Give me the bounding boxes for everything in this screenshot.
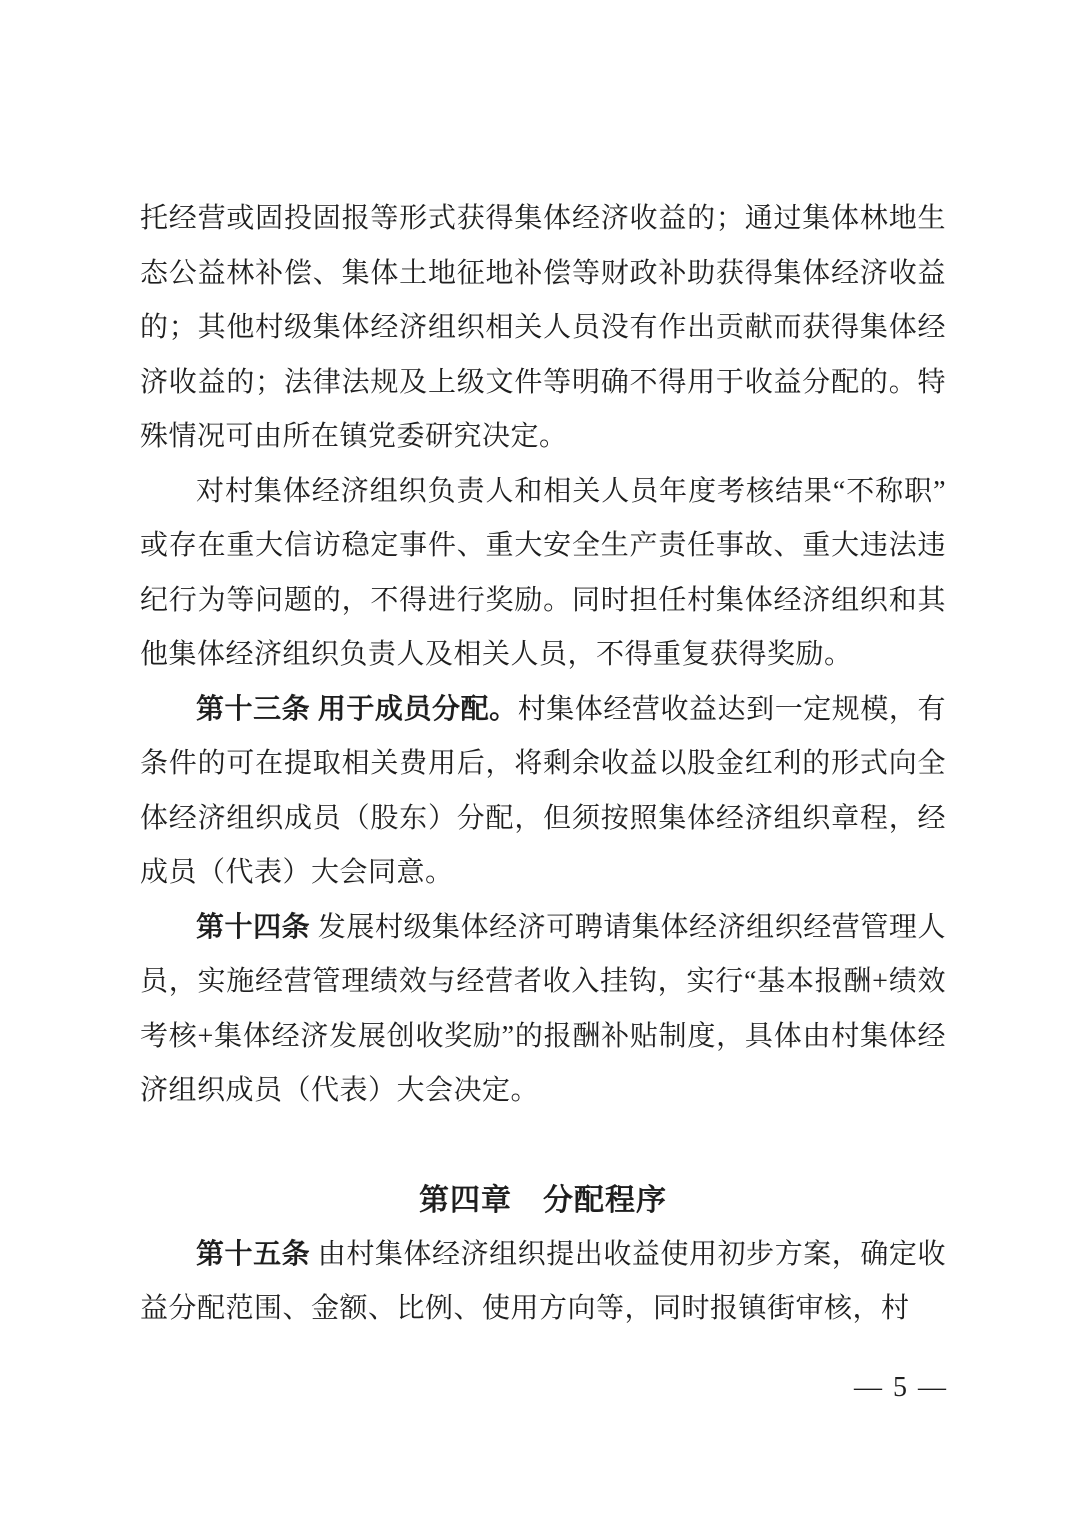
article-14-lead: 第十四条 <box>196 911 311 943</box>
paragraph-continuation: 托经营或固投固报等形式获得集体经济收益的；通过集体林地生态公益林补偿、集体土地征地补偿等财政补助获得集体经济收益的；其他村级集体经济组织相关人员没有作出贡献而获得集体经济收益的；法律法规及上级文件等明确不得用于收益分配的。特殊情况可由所在镇党委研究决定。 <box>140 203 946 452</box>
paragraph-assessment: 对村集体经济组织负责人和相关人员年度考核结果“不称职”或存在重大信访稳定事件、重大安全生产责任事故、重大违法违纪行为等问题的，不得进行奖励。同时担任村集体经济组织和其他集体经济组织负责人及相关人员，不得重复获得奖励。 <box>140 475 946 670</box>
page-number: — 5 — <box>854 1372 948 1403</box>
article-13-lead: 第十三条 用于成员分配。 <box>196 693 518 725</box>
article-14-paragraph <box>140 901 946 1119</box>
article-15-body: 由村集体经济组织提出收益使用初步方案，确定收益分配范围、金额、比例、使用方向等，同时报镇街审核，村 <box>140 1238 946 1324</box>
article-14-body: 发展村级集体经济可聘请集体经济组织经营管理人员，实施经营管理绩效与经营者收入挂钩，实行“基本报酬+绩效考核+集体经济发展创收奖励”的报酬补贴制度，具体由村集体经济组织成员（代表）大会决定。 <box>140 911 946 1106</box>
article-15-lead: 第十五条 <box>196 1238 311 1270</box>
chapter-heading: 第四章 分配程序 <box>419 1183 667 1217</box>
article-13-paragraph <box>140 683 946 901</box>
article-13-body: 村集体经营收益达到一定规模，有条件的可在提取相关费用后，将剩余收益以股金红利的形式向全体经济组织成员（股东）分配，但须按照集体经济组织章程，经成员（代表）大会同意。 <box>140 693 946 888</box>
content-area <box>140 192 946 1337</box>
article-15-paragraph <box>140 1228 946 1337</box>
